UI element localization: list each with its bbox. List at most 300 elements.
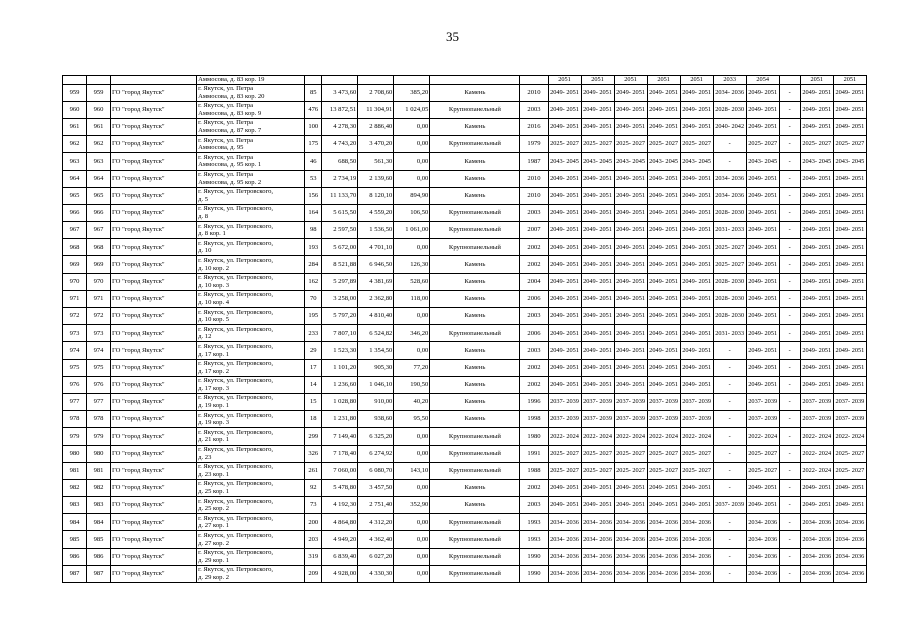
- row-number-cell-2: 987: [87, 565, 111, 582]
- repair-period-cell: 2028- 2030: [713, 290, 746, 307]
- repair-period-cell: 2037- 2039: [581, 411, 614, 428]
- table-row: [63, 514, 867, 531]
- row-number-cell: 970: [63, 273, 87, 290]
- nonresidential-area-cell: 0,00: [394, 445, 430, 462]
- repair-period-cell: 2025- 2027: [713, 256, 746, 273]
- repair-period-cell: 2049- 2051: [581, 256, 614, 273]
- row-number-cell: 986: [63, 548, 87, 565]
- repair-period-cell: 2049- 2051: [581, 290, 614, 307]
- units-cell: 326: [305, 445, 322, 462]
- table-row: [63, 101, 867, 118]
- repair-period-cell: 2034- 2036: [548, 531, 581, 548]
- row-number-cell: 974: [63, 342, 87, 359]
- repair-period-cell: 2034- 2036: [833, 514, 866, 531]
- residential-area-cell: 4 362,40: [358, 531, 394, 548]
- repair-period-cell: 2049- 2051: [614, 273, 647, 290]
- table-body: [63, 76, 867, 583]
- repair-period-cell: 2049- 2051: [800, 376, 833, 393]
- nonresidential-area-cell: 346,20: [394, 325, 430, 342]
- row-number-cell: 980: [63, 445, 87, 462]
- units-cell: 85: [305, 84, 322, 101]
- repair-period-cell: 2049- 2051: [581, 376, 614, 393]
- repair-period-cell: -: [713, 136, 746, 153]
- residential-area-cell: 8 120,10: [358, 187, 394, 204]
- repair-period-cell: 2049- 2051: [833, 239, 866, 256]
- organization-cell: ГО "город Якутск": [111, 204, 197, 221]
- repair-period-cell: 2049- 2051: [614, 239, 647, 256]
- build-year-cell: 1979: [520, 136, 548, 153]
- address-cell: г. Якутск, ул. Петровского, д. 8: [197, 204, 305, 221]
- repair-period-cell: 2049- 2051: [614, 479, 647, 496]
- organization-cell: ГО "город Якутск": [111, 153, 197, 170]
- repair-period-cell: -: [713, 462, 746, 479]
- repair-period-cell: 2049- 2051: [548, 170, 581, 187]
- units-cell: 14: [305, 376, 322, 393]
- table-row: [63, 84, 867, 101]
- repair-period-cell: -: [779, 445, 800, 462]
- repair-period-cell: 2049- 2051: [581, 325, 614, 342]
- total-area-cell: 1 101,20: [322, 359, 358, 376]
- nonresidential-area-cell: 126,30: [394, 256, 430, 273]
- repair-period-cell: 2049- 2051: [800, 359, 833, 376]
- repair-period-cell: 2049- 2051: [647, 342, 680, 359]
- nonresidential-area-cell: 0,00: [394, 136, 430, 153]
- repair-period-cell: -: [779, 428, 800, 445]
- repair-period-cell: 2022- 2024: [833, 428, 866, 445]
- row-number-cell-2: 975: [87, 359, 111, 376]
- units-cell: 92: [305, 479, 322, 496]
- units-cell: 164: [305, 204, 322, 221]
- residential-area-cell: 6 027,20: [358, 548, 394, 565]
- row-number-cell-2: 986: [87, 548, 111, 565]
- row-number-cell: 979: [63, 428, 87, 445]
- repair-period-cell: 2051: [647, 76, 680, 85]
- build-year-cell: 2003: [520, 497, 548, 514]
- units-cell: 193: [305, 239, 322, 256]
- nonresidential-area-cell: 0,00: [394, 239, 430, 256]
- repair-period-cell: 2034- 2036: [680, 565, 713, 582]
- repair-period-cell: 2049- 2051: [647, 256, 680, 273]
- units-cell: 156: [305, 187, 322, 204]
- repair-period-cell: 2049- 2051: [548, 204, 581, 221]
- table-row: [63, 479, 867, 496]
- empty-cell: [394, 76, 430, 85]
- row-number-cell: 981: [63, 462, 87, 479]
- repair-period-cell: 2049- 2051: [746, 342, 779, 359]
- units-cell: 18: [305, 411, 322, 428]
- address-cell: г. Якутск, ул. Петровского, д. 10 кор. 3: [197, 273, 305, 290]
- repair-period-cell: 2049- 2051: [746, 359, 779, 376]
- page-number: 35: [446, 29, 459, 44]
- residential-area-cell: 6 524,82: [358, 325, 394, 342]
- repair-period-cell: 2049- 2051: [581, 359, 614, 376]
- nonresidential-area-cell: 118,00: [394, 290, 430, 307]
- row-number-cell-2: 961: [87, 118, 111, 135]
- repair-period-cell: 2034- 2036: [614, 531, 647, 548]
- row-number-cell-2: 960: [87, 101, 111, 118]
- repair-period-cell: 2025- 2027: [614, 445, 647, 462]
- address-cell: г. Якутск, ул. Петровского, д. 17 кор. 3: [197, 376, 305, 393]
- organization-cell: ГО "город Якутск": [111, 393, 197, 410]
- residential-area-cell: 561,30: [358, 153, 394, 170]
- build-year-cell: 2016: [520, 118, 548, 135]
- organization-cell: ГО "город Якутск": [111, 565, 197, 582]
- residential-area-cell: 6 325,20: [358, 428, 394, 445]
- repair-period-cell: 2022- 2024: [800, 428, 833, 445]
- repair-period-cell: 2049- 2051: [800, 187, 833, 204]
- repair-period-cell: 2049- 2051: [680, 497, 713, 514]
- repair-period-cell: 2049- 2051: [833, 187, 866, 204]
- repair-period-cell: [779, 76, 800, 85]
- build-year-cell: 1988: [520, 462, 548, 479]
- repair-period-cell: 2049- 2051: [647, 101, 680, 118]
- row-number-cell: 987: [63, 565, 87, 582]
- units-cell: 299: [305, 428, 322, 445]
- residential-area-cell: 4 381,69: [358, 273, 394, 290]
- repair-period-cell: 2028- 2030: [713, 308, 746, 325]
- build-year-cell: 2006: [520, 290, 548, 307]
- repair-period-cell: 2049- 2051: [833, 290, 866, 307]
- repair-period-cell: 2043- 2045: [614, 153, 647, 170]
- build-year-cell: 2010: [520, 187, 548, 204]
- repair-period-cell: 2049- 2051: [833, 479, 866, 496]
- address-cell: г. Якутск, ул. Петровского, д. 10 кор. 2: [197, 256, 305, 273]
- total-area-cell: 7 149,40: [322, 428, 358, 445]
- table-row: [63, 204, 867, 221]
- address-cell: г. Якутск, ул. Петровского, д. 10 кор. 4: [197, 290, 305, 307]
- repair-period-cell: 2049- 2051: [680, 222, 713, 239]
- material-cell: Крупнопанельный: [430, 565, 520, 582]
- repair-period-cell: 2034- 2036: [713, 187, 746, 204]
- row-number-cell-2: 970: [87, 273, 111, 290]
- table-row: [63, 376, 867, 393]
- repair-period-cell: 2049- 2051: [581, 170, 614, 187]
- table-row: [63, 428, 867, 445]
- repair-period-cell: 2049- 2051: [680, 187, 713, 204]
- repair-period-cell: 2049- 2051: [800, 101, 833, 118]
- repair-period-cell: -: [713, 514, 746, 531]
- organization-cell: ГО "город Якутск": [111, 428, 197, 445]
- organization-cell: ГО "город Якутск": [111, 239, 197, 256]
- repair-period-cell: 2049- 2051: [581, 342, 614, 359]
- repair-period-cell: 2043- 2045: [680, 153, 713, 170]
- repair-period-cell: 2043- 2045: [800, 153, 833, 170]
- repair-period-cell: 2033: [713, 76, 746, 85]
- repair-period-cell: 2028- 2030: [713, 204, 746, 221]
- repair-period-cell: 2022- 2024: [680, 428, 713, 445]
- repair-period-cell: 2025- 2027: [680, 462, 713, 479]
- repair-period-cell: -: [713, 428, 746, 445]
- repair-period-cell: -: [779, 393, 800, 410]
- repair-period-cell: -: [713, 548, 746, 565]
- repair-period-cell: 2049- 2051: [581, 204, 614, 221]
- total-area-cell: 4 192,30: [322, 497, 358, 514]
- residential-area-cell: 2 708,60: [358, 84, 394, 101]
- repair-period-cell: 2049- 2051: [581, 308, 614, 325]
- row-number-cell-2: 977: [87, 393, 111, 410]
- repair-period-cell: 2049- 2051: [581, 479, 614, 496]
- nonresidential-area-cell: 190,50: [394, 376, 430, 393]
- residential-area-cell: 4 312,20: [358, 514, 394, 531]
- address-cell: г. Якутск, ул. Петровского, д. 5: [197, 187, 305, 204]
- total-area-cell: 5 797,20: [322, 308, 358, 325]
- empty-cell: [322, 76, 358, 85]
- repair-period-cell: 2043- 2045: [833, 153, 866, 170]
- material-cell: Крупнопанельный: [430, 325, 520, 342]
- repair-period-cell: 2049- 2051: [746, 308, 779, 325]
- units-cell: 73: [305, 497, 322, 514]
- repair-period-cell: 2049- 2051: [800, 308, 833, 325]
- repair-period-cell: 2025- 2027: [833, 445, 866, 462]
- table-row: [63, 136, 867, 153]
- repair-period-cell: 2049- 2051: [647, 84, 680, 101]
- repair-period-cell: 2049- 2051: [548, 256, 581, 273]
- organization-cell: ГО "город Якутск": [111, 118, 197, 135]
- repair-period-cell: 2034- 2036: [833, 531, 866, 548]
- repair-period-cell: -: [779, 342, 800, 359]
- repair-period-cell: 2034- 2036: [713, 84, 746, 101]
- row-number-cell: 984: [63, 514, 87, 531]
- repair-period-cell: 2049- 2051: [680, 101, 713, 118]
- repair-period-cell: 2049- 2051: [614, 497, 647, 514]
- repair-period-cell: 2049- 2051: [680, 479, 713, 496]
- residential-area-cell: 11 304,91: [358, 101, 394, 118]
- row-number-cell-2: 983: [87, 497, 111, 514]
- repair-period-cell: 2051: [548, 76, 581, 85]
- table-row: [63, 565, 867, 582]
- nonresidential-area-cell: 0,00: [394, 565, 430, 582]
- nonresidential-area-cell: 77,20: [394, 359, 430, 376]
- address-cell: г. Якутск, ул. Петра Аммосова, д. 95 кор. 2: [197, 170, 305, 187]
- total-area-cell: 1 028,80: [322, 393, 358, 410]
- repair-period-cell: 2043- 2045: [647, 153, 680, 170]
- repair-period-cell: -: [779, 136, 800, 153]
- material-cell: Камень: [430, 153, 520, 170]
- repair-period-cell: -: [779, 514, 800, 531]
- repair-period-cell: 2049- 2051: [548, 359, 581, 376]
- repair-period-cell: 2025- 2027: [746, 136, 779, 153]
- row-number-cell: 964: [63, 170, 87, 187]
- material-cell: Камень: [430, 118, 520, 135]
- repair-period-cell: 2049- 2051: [746, 222, 779, 239]
- row-number-cell-2: 981: [87, 462, 111, 479]
- build-year-cell: 2006: [520, 325, 548, 342]
- repair-period-cell: 2034- 2036: [548, 548, 581, 565]
- address-cell: г. Якутск, ул. Петровского, д. 12: [197, 325, 305, 342]
- repair-period-cell: 2025- 2027: [713, 239, 746, 256]
- repair-period-cell: 2034- 2036: [746, 531, 779, 548]
- total-area-cell: 7 807,10: [322, 325, 358, 342]
- total-area-cell: 3 473,60: [322, 84, 358, 101]
- repair-period-cell: 2025- 2027: [581, 445, 614, 462]
- repair-period-cell: -: [779, 548, 800, 565]
- repair-period-cell: 2025- 2027: [680, 136, 713, 153]
- total-area-cell: 6 839,40: [322, 548, 358, 565]
- residential-area-cell: 6 080,70: [358, 462, 394, 479]
- repair-period-cell: 2034- 2036: [713, 170, 746, 187]
- material-cell: Крупнопанельный: [430, 462, 520, 479]
- repair-period-cell: -: [713, 359, 746, 376]
- total-area-cell: 4 864,80: [322, 514, 358, 531]
- table-row: [63, 222, 867, 239]
- repair-period-cell: -: [713, 479, 746, 496]
- table-row: [63, 118, 867, 135]
- repair-period-cell: 2049- 2051: [680, 342, 713, 359]
- total-area-cell: 688,50: [322, 153, 358, 170]
- repair-period-cell: -: [779, 479, 800, 496]
- repair-period-cell: 2049- 2051: [614, 222, 647, 239]
- organization-cell: ГО "город Якутск": [111, 359, 197, 376]
- row-number-cell: 972: [63, 308, 87, 325]
- table-row: [63, 325, 867, 342]
- row-number-cell-2: 969: [87, 256, 111, 273]
- repair-period-cell: 2049- 2051: [833, 342, 866, 359]
- total-area-cell: 5 478,80: [322, 479, 358, 496]
- repair-period-cell: 2049- 2051: [647, 239, 680, 256]
- build-year-cell: 1993: [520, 531, 548, 548]
- row-number-cell: 967: [63, 222, 87, 239]
- repair-period-cell: 2049- 2051: [647, 479, 680, 496]
- organization-cell: ГО "город Якутск": [111, 497, 197, 514]
- repair-period-cell: 2049- 2051: [833, 325, 866, 342]
- repair-period-cell: 2049- 2051: [647, 273, 680, 290]
- material-cell: Крупнопанельный: [430, 222, 520, 239]
- table-row: [63, 290, 867, 307]
- repair-period-cell: 2025- 2027: [548, 445, 581, 462]
- nonresidential-area-cell: 385,20: [394, 84, 430, 101]
- repair-period-cell: 2034- 2036: [614, 548, 647, 565]
- table-row-continued: [63, 76, 867, 85]
- row-number-cell: 960: [63, 101, 87, 118]
- repair-period-cell: 2049- 2051: [680, 290, 713, 307]
- repair-period-cell: 2049- 2051: [647, 376, 680, 393]
- row-number-cell-2: 964: [87, 170, 111, 187]
- repair-period-cell: 2049- 2051: [548, 118, 581, 135]
- table-row: [63, 187, 867, 204]
- repair-period-cell: 2049- 2051: [581, 118, 614, 135]
- material-cell: Крупнопанельный: [430, 428, 520, 445]
- row-number-cell: 982: [63, 479, 87, 496]
- repair-period-cell: 2049- 2051: [833, 101, 866, 118]
- repair-period-cell: -: [779, 187, 800, 204]
- material-cell: Камень: [430, 411, 520, 428]
- total-area-cell: 5 615,50: [322, 204, 358, 221]
- repair-period-cell: 2054: [746, 76, 779, 85]
- total-area-cell: 5 297,89: [322, 273, 358, 290]
- repair-period-cell: 2049- 2051: [647, 222, 680, 239]
- repair-period-cell: 2049- 2051: [746, 118, 779, 135]
- repair-period-cell: 2049- 2051: [833, 84, 866, 101]
- repair-period-cell: 2022- 2024: [800, 445, 833, 462]
- material-cell: Крупнопанельный: [430, 204, 520, 221]
- row-number-cell-2: 971: [87, 290, 111, 307]
- build-year-cell: 2002: [520, 359, 548, 376]
- material-cell: Крупнопанельный: [430, 136, 520, 153]
- address-cell: г. Якутск, ул. Петровского, д. 29 кор. 1: [197, 548, 305, 565]
- repair-period-cell: 2051: [614, 76, 647, 85]
- repair-period-cell: 2049- 2051: [581, 187, 614, 204]
- repair-period-cell: 2037- 2039: [614, 393, 647, 410]
- repair-period-cell: 2049- 2051: [581, 84, 614, 101]
- nonresidential-area-cell: 0,00: [394, 342, 430, 359]
- total-area-cell: 1 231,80: [322, 411, 358, 428]
- repair-period-cell: 2049- 2051: [800, 256, 833, 273]
- repair-period-cell: 2034- 2036: [647, 531, 680, 548]
- repair-period-cell: 2051: [800, 76, 833, 85]
- build-year-cell: 2007: [520, 222, 548, 239]
- repair-period-cell: 2049- 2051: [746, 376, 779, 393]
- empty-cell: [63, 76, 87, 85]
- residential-area-cell: 938,60: [358, 411, 394, 428]
- address-cell: г. Якутск, ул. Петровского, д. 17 кор. 1: [197, 342, 305, 359]
- repair-period-cell: 2049- 2051: [746, 479, 779, 496]
- nonresidential-area-cell: 40,20: [394, 393, 430, 410]
- repair-period-cell: -: [713, 445, 746, 462]
- organization-cell: ГО "город Якутск": [111, 445, 197, 462]
- address-cell: г. Якутск, ул. Петровского, д. 25 кор. 2: [197, 497, 305, 514]
- residential-area-cell: 2 886,40: [358, 118, 394, 135]
- repair-period-cell: -: [779, 290, 800, 307]
- repair-period-cell: 2049- 2051: [647, 325, 680, 342]
- repair-period-cell: 2049- 2051: [746, 273, 779, 290]
- repair-period-cell: 2049- 2051: [647, 290, 680, 307]
- total-area-cell: 13 872,51: [322, 101, 358, 118]
- repair-period-cell: 2049- 2051: [680, 256, 713, 273]
- material-cell: Камень: [430, 342, 520, 359]
- repair-period-cell: 2034- 2036: [581, 531, 614, 548]
- table-row: [63, 359, 867, 376]
- repair-period-cell: 2049- 2051: [800, 84, 833, 101]
- repair-period-cell: 2049- 2051: [746, 187, 779, 204]
- repair-period-cell: 2051: [833, 76, 866, 85]
- repair-period-cell: 2043- 2045: [581, 153, 614, 170]
- row-number-cell: 975: [63, 359, 87, 376]
- residential-area-cell: 1 046,10: [358, 376, 394, 393]
- row-number-cell: 971: [63, 290, 87, 307]
- row-number-cell: 968: [63, 239, 87, 256]
- build-year-cell: 2010: [520, 170, 548, 187]
- repair-period-cell: 2022- 2024: [581, 428, 614, 445]
- repair-period-cell: 2022- 2024: [746, 428, 779, 445]
- residential-area-cell: 4 810,40: [358, 308, 394, 325]
- material-cell: Камень: [430, 170, 520, 187]
- material-cell: Крупнопанельный: [430, 514, 520, 531]
- table-row: [63, 531, 867, 548]
- repair-period-cell: -: [779, 170, 800, 187]
- total-area-cell: 4 949,20: [322, 531, 358, 548]
- repair-period-cell: 2049- 2051: [548, 308, 581, 325]
- residential-area-cell: 1 354,50: [358, 342, 394, 359]
- material-cell: Камень: [430, 479, 520, 496]
- repair-period-cell: 2025- 2027: [614, 136, 647, 153]
- repair-period-cell: 2049- 2051: [581, 497, 614, 514]
- repair-period-cell: 2049- 2051: [581, 239, 614, 256]
- table-row: [63, 256, 867, 273]
- row-number-cell-2: 974: [87, 342, 111, 359]
- repair-period-cell: 2049- 2051: [548, 290, 581, 307]
- build-year-cell: 2003: [520, 308, 548, 325]
- material-cell: Крупнопанельный: [430, 445, 520, 462]
- address-cell: г. Якутск, ул. Петровского, д. 25 кор. 1: [197, 479, 305, 496]
- repair-period-cell: 2049- 2051: [800, 239, 833, 256]
- repair-period-cell: 2049- 2051: [614, 256, 647, 273]
- repair-period-cell: 2043- 2045: [548, 153, 581, 170]
- repair-period-cell: 2025- 2027: [833, 136, 866, 153]
- repair-period-cell: 2025- 2027: [680, 445, 713, 462]
- repair-period-cell: 2049- 2051: [647, 359, 680, 376]
- table-row: [63, 342, 867, 359]
- material-cell: Крупнопанельный: [430, 101, 520, 118]
